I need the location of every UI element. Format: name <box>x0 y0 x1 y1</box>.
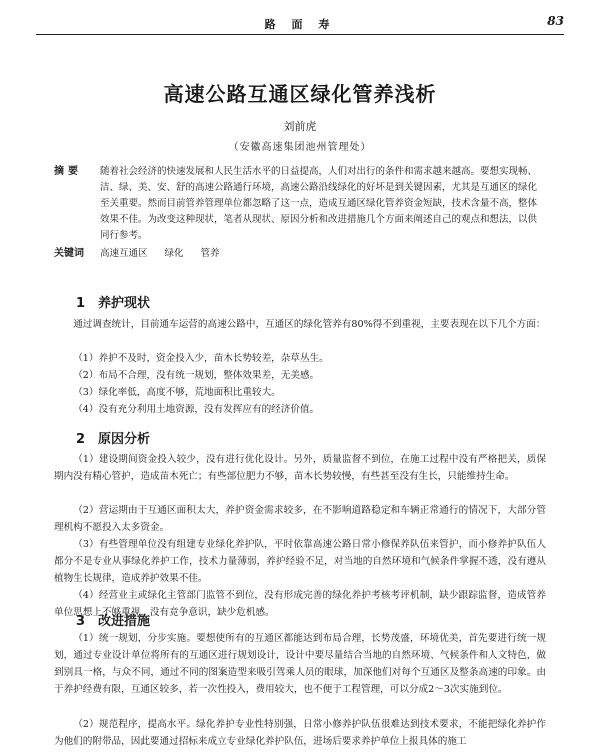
keywords-row <box>54 246 546 262</box>
abstract-row <box>54 164 546 244</box>
section-title: 改进措施 <box>98 614 151 629</box>
section-number: 1 <box>76 296 86 311</box>
list-item: （1）养护不及时，资金投入少，苗木长势较差，杂草丛生。 <box>73 353 329 364</box>
list-item: （2）布局不合理，没有统一规划，整体效果差，无美感。 <box>73 370 320 381</box>
section-heading-1 <box>76 292 150 311</box>
paragraph: （1）统一规划，分步实施。要想使所有的互通区都能达到布局合理，长势茂盛，环境优美，首先要进行统一规划，通过专业设计单位将所有的互通区进行规划设计，设计中要尽量结合当地的自然环境、气候条件和人文特色，做到别具一格，与众不同，通过不同的图案造型来吸引驾乘人员的眼球，加深他们对每个互通区及整条高速的印象。由于养护经费有限，互通区较多，若一次性投入，费用较大，也不便于工程管理，可以分成2～3次实施到位。 <box>54 633 546 695</box>
paragraph: （2）规范程序，提高水平。绿化养护专业性特别强，日常小修养护队伍很难达到技术要求，不能把绿化养护作为他们的附带品，因此要通过招标来成立专业绿化养护队伍，进场后要求养护单位上报具体的施工 <box>54 719 546 747</box>
article-title: 高速公路互通区绿化管养浅析 <box>163 82 437 106</box>
abstract-block <box>54 164 546 262</box>
journal-name: 路 面 寿 <box>264 18 336 31</box>
paragraph: （1）建设期间资金投入较少，没有进行优化设计。另外，质量监督不到位，在施工过程中没有严格把关，质保期内没有精心管护，造成苗木死亡；有些部位肥力不够，苗木长势较慢，有些甚至没有生长，只能维持生命。 <box>54 454 546 482</box>
list-item: （3）绿化率低，高度不够，荒地面积比重较大。 <box>73 387 281 398</box>
section-number: 3 <box>76 614 86 629</box>
paragraph: （2）营运期由于互通区面积太大，养护资金需求较多，在不影响道路稳定和车辆正常通行的情况下，大部分管理机构不愿投入太多资金。 <box>54 505 546 533</box>
section-heading-2 <box>76 428 150 447</box>
keyword: 高速互通区 <box>100 248 148 259</box>
paragraph: （3）有些管理单位没有组建专业绿化养护队，平时依靠高速公路日常小修保养队伍来管护，而小修养护队伍人都分不是专业从事绿化养护工作，技术力量薄弱，养护经验不足，对当地的自然环境和气候条件掌握不透，没有遵从植物生长规律，造成养护效果不佳。 <box>54 539 546 584</box>
header-divider <box>36 34 564 35</box>
section-title: 原因分析 <box>98 432 151 447</box>
paragraph: （4）经营业主或绿化主管部门监管不到位，没有形成完善的绿化养护考核考评机制，缺少跟踪监督，造成管养单位思想上不够重视，没有竞争意识，缺少危机感。 <box>54 590 546 618</box>
list-item: （4）没有充分利用土地资源，没有发挥应有的经济价值。 <box>73 404 320 415</box>
page-number: 83 <box>547 14 564 28</box>
keyword: 绿化 <box>164 248 184 259</box>
abstract-label: 摘要 <box>54 166 82 177</box>
keywords-label: 关键词 <box>54 248 84 259</box>
author-affiliation: （安徽高速集团池州管理处） <box>228 142 372 153</box>
section-title: 养护现状 <box>98 296 151 311</box>
section-heading-3 <box>76 610 150 629</box>
running-header <box>36 14 564 34</box>
section-1-intro: 通过调查统计，目前通车运营的高速公路中，互通区的绿化管养有80%得不到重视，主要表现在以下几个方面： <box>73 319 546 330</box>
section-number: 2 <box>76 432 86 447</box>
author-name: 刘前虎 <box>283 120 317 133</box>
keyword: 管养 <box>200 248 220 259</box>
abstract-text: 随着社会经济的快速发展和人民生活水平的日益提高，人们对出行的条件和需求越来越高。要想实现畅、洁、绿、美、安、舒的高速公路通行环境，高速公路沿线绿化的好坏是到关键因素，尤其是互通区的绿化至关重要。然而目前管养管理单位都忽略了这一点，造成互通区绿化管养资金短缺，技术含量不高，整体效果不佳。为改变这种现状，笔者从现状、原因分析和改进措施几个方面来阐述自己的观点和想法，以供同行参考。 <box>100 166 538 241</box>
